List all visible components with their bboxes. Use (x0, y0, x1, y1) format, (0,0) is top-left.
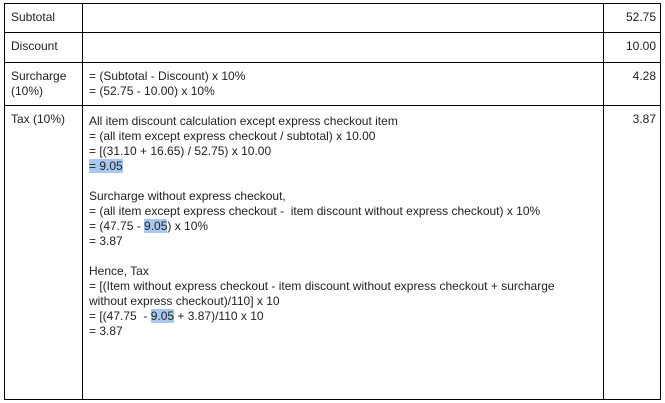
tax-paragraph-discount (89, 114, 599, 174)
tax-p3-line4: = 3.87 (89, 324, 123, 338)
surcharge-label-line2: (10%) (11, 84, 44, 98)
tax-p2-highlight: 9.05 (144, 219, 168, 233)
subtotal-label: Subtotal (5, 4, 83, 33)
subtotal-value: 52.75 (604, 4, 661, 33)
surcharge-formula-line2: = (52.75 - 10.00) x 10% (89, 84, 215, 98)
tax-p1-line1: All item discount calculation except express checkout item (89, 114, 398, 128)
tax-p3-highlight: 9.05 (150, 309, 175, 323)
tax-p1-line3: = [(31.10 + 16.65) / 52.75) x 10.00 (89, 144, 272, 158)
tax-p1-line2: = (all item except express checkout / subtotal) x 10.00 (89, 129, 376, 143)
table-row-discount (5, 33, 661, 63)
tax-paragraph-surcharge (89, 189, 599, 249)
table-row-subtotal (5, 4, 661, 33)
tax-p2-line4: = 3.87 (89, 234, 123, 248)
tax-p2-line3: = (47.75 - 9.05) x 10% (89, 219, 209, 233)
table-row-surcharge (5, 63, 661, 106)
surcharge-label-line1: Surcharge (11, 69, 67, 83)
surcharge-formula-line1: = (Subtotal - Discount) x 10% (89, 69, 246, 83)
tax-paragraph-hence (89, 264, 599, 339)
tax-p3-line3: = [(47.75 - 9.05 + 3.87)/110 x 10 (89, 309, 264, 323)
tax-p2-line1: Surcharge without express checkout, (89, 189, 286, 203)
tax-p1-line4-highlight: = 9.05 (89, 159, 123, 173)
subtotal-formula (83, 4, 604, 33)
tax-p3-line2: = [(Item without express checkout - item discount without express checkout + surcharge without express checkout)/110] x 10 (89, 279, 555, 308)
tax-value: 3.87 (604, 106, 661, 400)
tax-p2-line2: = (all item except express checkout - item discount without express checkout) x 10% (89, 204, 541, 218)
tax-label: Tax (10%) (5, 106, 83, 400)
calculation-table (4, 3, 661, 400)
tax-formula (83, 106, 604, 400)
discount-formula (83, 33, 604, 63)
discount-label: Discount (5, 33, 83, 63)
surcharge-formula (83, 63, 604, 106)
surcharge-value: 4.28 (604, 63, 661, 106)
tax-p3-line1: Hence, Tax (89, 264, 149, 278)
surcharge-label (5, 63, 83, 106)
discount-value: 10.00 (604, 33, 661, 63)
table-row-tax (5, 106, 661, 400)
